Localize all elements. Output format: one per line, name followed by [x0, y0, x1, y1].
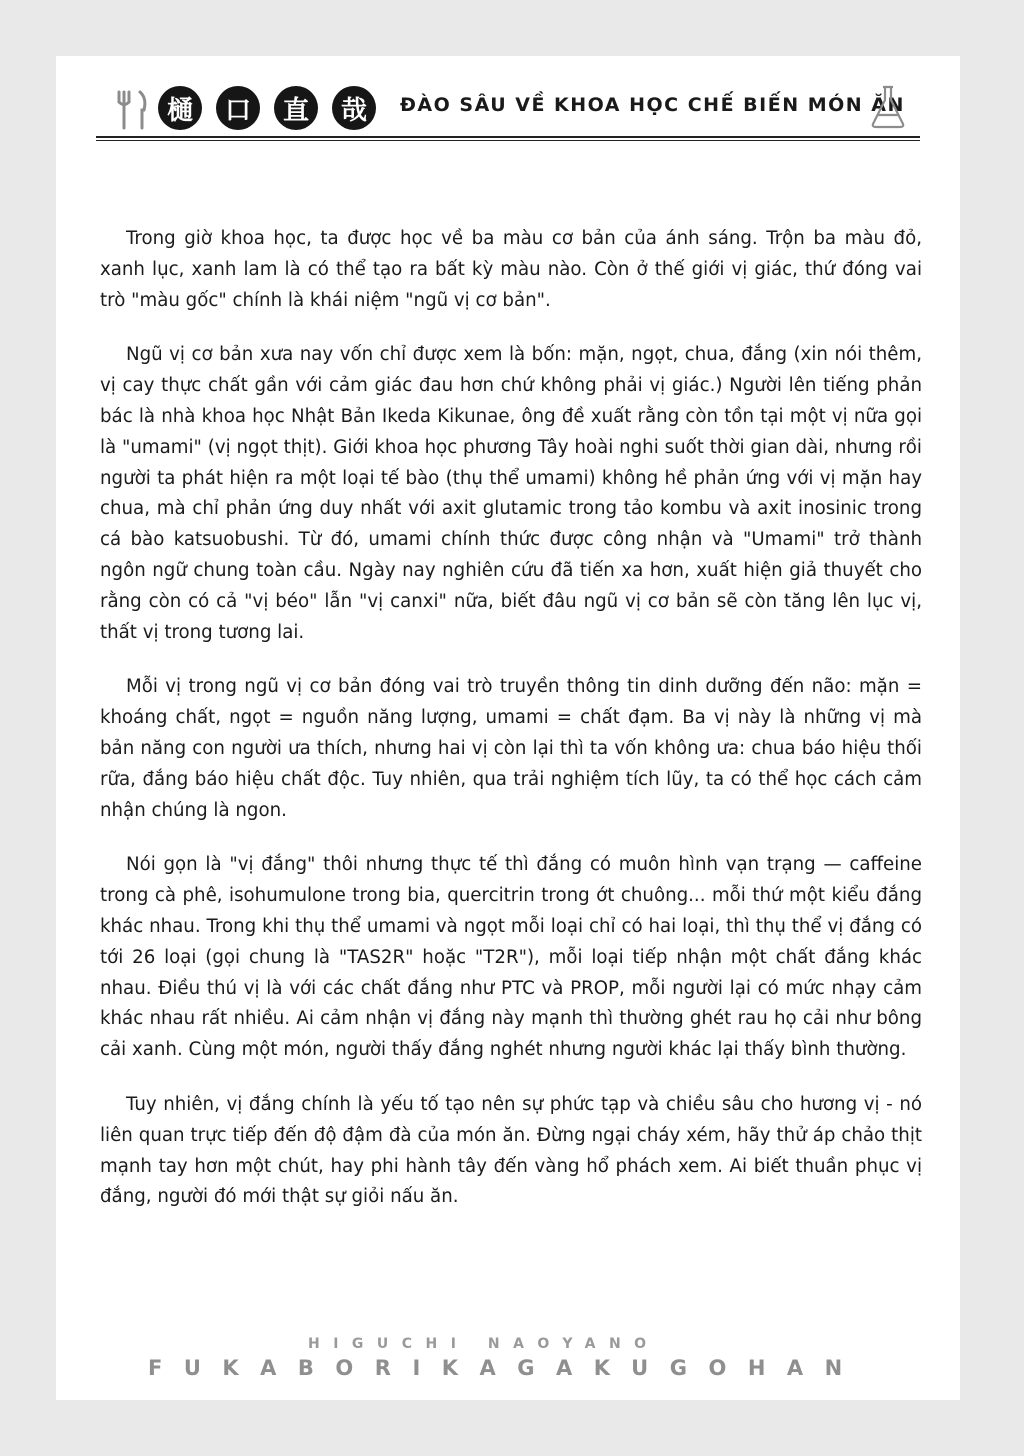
paragraph: Ngũ vị cơ bản xưa nay vốn chỉ được xem là bốn: mặn, ngọt, chua, đắng (xin nói thêm, vị cay thực chất gần với cảm giác đau hơn chứ không phải vị giác.) Người lên tiếng phản bác là nhà khoa học Nhật Bản Ikeda Kikunae, ông đề xuất rằng còn tồn tại một vị nữa gọi là "umami" (vị ngọt thịt). Giới khoa học phương Tây hoài nghi suốt thời gian dài, nhưng rồi người ta phát hiện ra một loại tế bào (thụ thể umami) không hề phản ứng với vị mặn hay chua, mà chỉ phản ứng duy nhất với axit glutamic trong tảo kombu và axit inosinic trong cá bào katsuobushi. Từ đó, umami chính thức được công nhận và "Umami" trở thành ngôn ngữ chung toàn cầu. Ngày nay nghiên cứu đã tiến xa hơn, xuất hiện giả thuyết cho rằng còn có cả "vị béo" lẫn "vị canxi" nữa, biết đâu ngũ vị cơ bản sẽ còn tăng lên lục vị, thất vị trong tương lai.: [100, 344, 922, 643]
paragraph: Tuy nhiên, vị đắng chính là yếu tố tạo nên sự phức tạp và chiều sâu cho hương vị - nó liên quan trực tiếp đến độ đậm đà của món ăn. Đừng ngại cháy xém, hãy thử áp chảo thịt mạnh tay hơn một chút, hay phi hành tây đến vàng hổ phách xem. Ai biết thuần phục vị đắng, người đó mới thật sự giỏi nấu ăn.: [100, 1093, 922, 1208]
header-divider: [96, 136, 920, 141]
kanji-title: [158, 86, 376, 130]
kanji-char: 口: [216, 86, 260, 130]
page: [56, 56, 960, 1400]
header: [96, 82, 920, 142]
series-title: ĐÀO SÂU VỀ KHOA HỌC CHẾ BIẾN MÓN ĂN: [400, 94, 905, 116]
article-body: [100, 224, 922, 1237]
flask-icon: [868, 84, 908, 130]
paragraph: Mỗi vị trong ngũ vị cơ bản đóng vai trò truyền thông tin dinh dưỡng đến não: mặn = khoáng chất, ngọt = nguồn năng lượng, umami = chất đạm. Ba vị này là những vị mà bản năng con người ưa thích, nhưng hai vị còn lại thì ta vốn không ưa: chua báo hiệu thối rữa, đắng báo hiệu chất độc. Tuy nhiên, qua trải nghiệm tích lũy, ta có thể học cách cảm nhận chúng là ngon.: [100, 676, 922, 821]
paragraph: Nói gọn là "vị đắng" thôi nhưng thực tế thì đắng có muôn hình vạn trạng — caffeine trong cà phê, isohumulone trong bia, quercitrin trong ớt chuông... mỗi thứ một kiểu đắng khác nhau. Trong khi thụ thể umami và ngọt mỗi loại chỉ có hai loại, thì thụ thể vị đắng có tới 26 loại (gọi chung là "TAS2R" hoặc "T2R"), mỗi loại tiếp nhận một chất đắng khác nhau. Điều thú vị là với các chất đắng như PTC và PROP, mỗi người lại có mức nhạy cảm khác nhau rất nhiều. Ai cảm nhận vị đắng này mạnh thì thường ghét rau họ cải như bông cải xanh. Cùng một món, người thấy đắng nghét nhưng người khác lại thấy bình thường.: [100, 854, 922, 1061]
kanji-char: 直: [274, 86, 318, 130]
footer-author: HIGUCHI NAOYANO: [308, 1336, 660, 1352]
kanji-char: 哉: [332, 86, 376, 130]
paragraph: Trong giờ khoa học, ta được học về ba màu cơ bản của ánh sáng. Trộn ba màu đỏ, xanh lục, xanh lam là có thể tạo ra bất kỳ màu nào. Còn ở thế giới vị giác, thứ đóng vai trò "màu gốc" chính là khái niệm "ngũ vị cơ bản".: [100, 228, 922, 311]
fork-knife-icon: [114, 88, 150, 130]
footer-series: FUKABORIKAGAKUGOHAN: [148, 1356, 864, 1380]
kanji-char: 樋: [158, 86, 202, 130]
